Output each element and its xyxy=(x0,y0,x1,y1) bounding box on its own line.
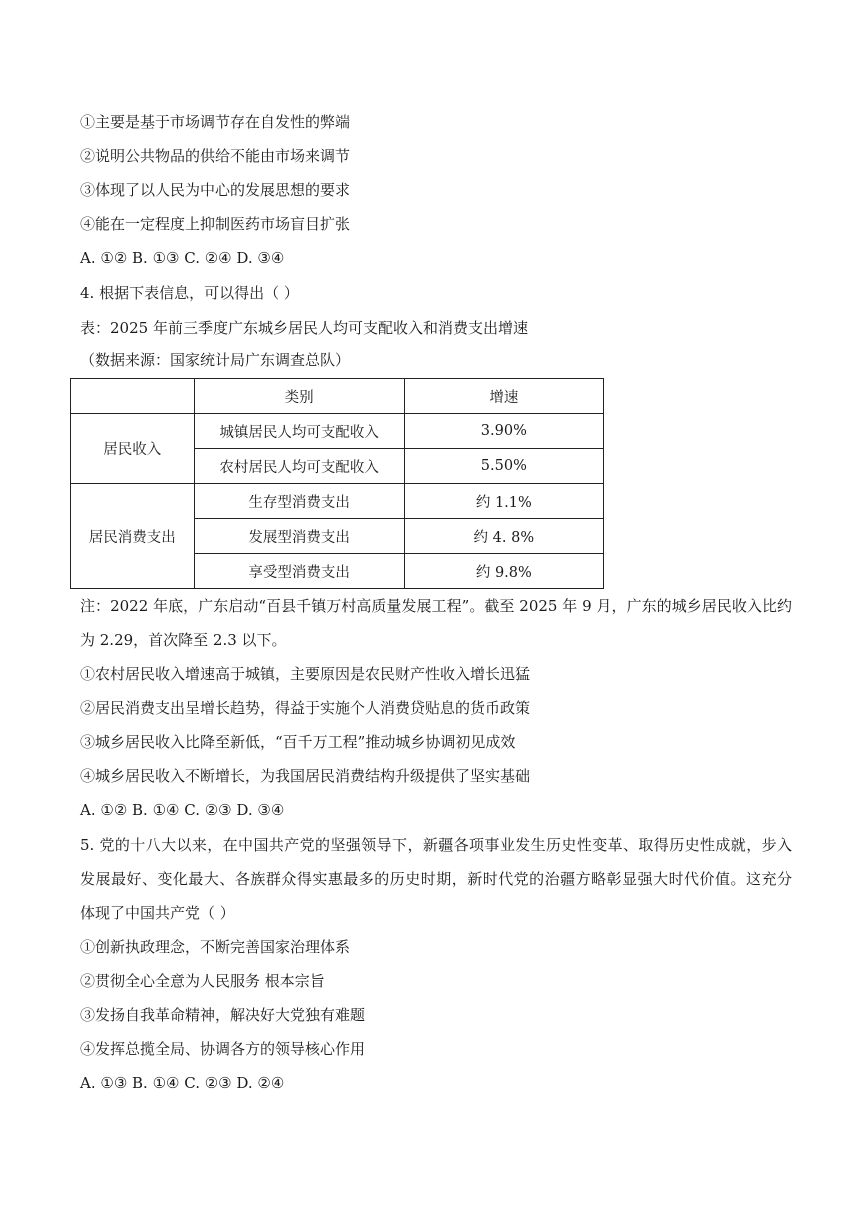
q3-option-4: ④能在一定程度上抑制医药市场盲目扩张 xyxy=(80,215,351,233)
q4-option-1: ①农村居民收入增速高于城镇，主要原因是农民财产性收入增长迅猛 xyxy=(80,665,531,683)
growth-cell: 约 4. 8% xyxy=(404,519,603,554)
q4-option-4: ④城乡居民收入不断增长，为我国居民消费结构升级提供了坚实基础 xyxy=(80,767,531,785)
growth-cell: 约 1.1% xyxy=(404,484,603,519)
category-cell: 生存型消费支出 xyxy=(194,484,404,519)
q5-option-3: ③发扬自我革命精神，解决好大党独有难题 xyxy=(80,1006,366,1024)
q4-option-2: ②居民消费支出呈增长趋势，得益于实施个人消费贷贴息的货币政策 xyxy=(80,699,531,717)
table-row xyxy=(71,414,604,449)
header-cell-category: 类别 xyxy=(194,379,404,414)
category-cell: 城镇居民人均可支配收入 xyxy=(194,414,404,449)
category-cell: 享受型消费支出 xyxy=(194,554,404,589)
q5-stem-line-3: 体现了中国共产党（ ） xyxy=(80,904,235,922)
q4-table-title: 表：2025 年前三季度广东城乡居民人均可支配收入和消费支出增速 xyxy=(80,319,528,337)
q3-option-1: ①主要是基于市场调节存在自发性的弊端 xyxy=(80,113,351,131)
q5-option-2: ②贯彻全心全意为人民服务 根本宗旨 xyxy=(80,972,325,990)
q3-option-2: ②说明公共物品的供给不能由市场来调节 xyxy=(80,147,351,165)
table-row xyxy=(71,484,604,519)
table-header-row xyxy=(71,379,604,414)
category-cell: 发展型消费支出 xyxy=(194,519,404,554)
q4-stem: 4. 根据下表信息，可以得出（ ） xyxy=(80,284,299,302)
group-cell-income: 居民收入 xyxy=(71,414,195,484)
group-cell-consumption: 居民消费支出 xyxy=(71,484,195,589)
q4-note-line-2: 为 2.29，首次降至 2.3 以下。 xyxy=(80,631,287,649)
q4-option-3: ③城乡居民收入比降至新低，“百千万工程”推动城乡协调初见成效 xyxy=(80,733,516,751)
header-cell-empty xyxy=(71,379,195,414)
growth-cell: 3.90% xyxy=(404,414,603,449)
q5-option-4: ④发挥总揽全局、协调各方的领导核心作用 xyxy=(80,1040,366,1058)
q4-answer-choices: A. ①② B. ①④ C. ②③ D. ③④ xyxy=(80,801,285,819)
q5-stem-line-2: 发展最好、变化最大、各族群众得实惠最多的历史时期，新时代党的治疆方略彰显强大时代价值。这充分 xyxy=(80,870,792,888)
q4-table-source: （数据来源：国家统计局广东调查总队） xyxy=(80,351,351,369)
q4-note-line-1: 注：2022 年底，广东启动“百县千镇万村高质量发展工程”。截至 2025 年 9 月，广东的城乡居民收入比约 xyxy=(80,597,792,615)
q5-answer-choices: A. ①③ B. ①④ C. ②③ D. ②④ xyxy=(80,1074,285,1092)
q5-stem-line-1: 5. 党的十八大以来，在中国共产党的坚强领导下，新疆各项事业发生历史性变革、取得历史性成就，步入 xyxy=(80,836,792,854)
growth-cell: 5.50% xyxy=(404,449,603,484)
header-cell-growth: 增速 xyxy=(404,379,603,414)
q5-option-1: ①创新执政理念，不断完善国家治理体系 xyxy=(80,938,351,956)
category-cell: 农村居民人均可支配收入 xyxy=(194,449,404,484)
q3-answer-choices: A. ①② B. ①③ C. ②④ D. ③④ xyxy=(80,249,285,267)
growth-cell: 约 9.8% xyxy=(404,554,603,589)
q4-data-table xyxy=(70,378,604,589)
q3-option-3: ③体现了以人民为中心的发展思想的要求 xyxy=(80,181,351,199)
